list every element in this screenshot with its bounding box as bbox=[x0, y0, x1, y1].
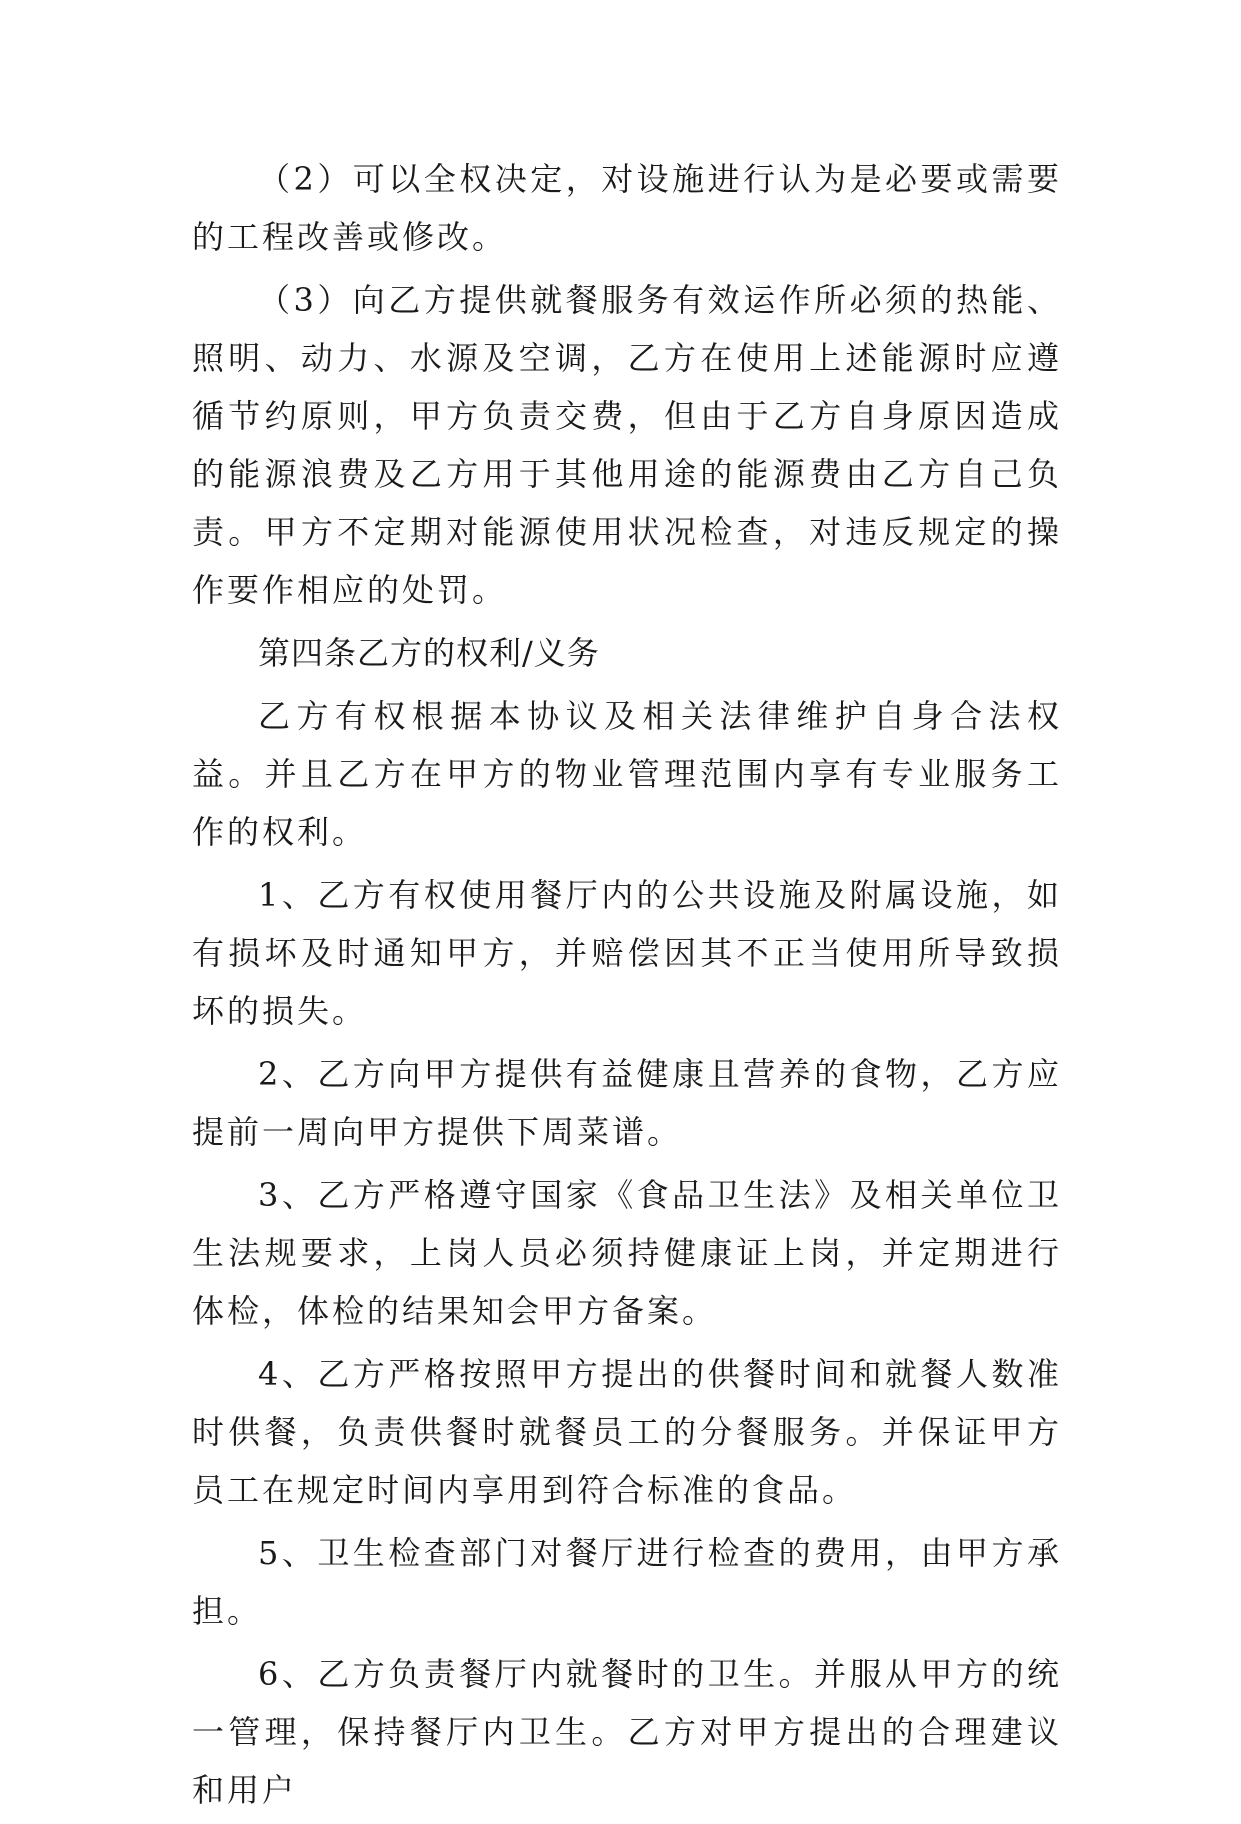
paragraph-clause-2: （2）可以全权决定，对设施进行认为是必要或需要的工程改善或修改。 bbox=[192, 160, 1062, 256]
paragraph-item-3: 3、乙方严格遵守国家《食品卫生法》及相关单位卫生法规要求，上岗人员必须持健康证上岗，并定期进行体检，体检的结果知会甲方备案。 bbox=[192, 1176, 1062, 1330]
paragraph-item-2: 2、乙方向甲方提供有益健康且营养的食物，乙方应提前一周向甲方提供下周菜谱。 bbox=[192, 1055, 1062, 1151]
paragraph-item-1: 1、乙方有权使用餐厅内的公共设施及附属设施，如有损坏及时通知甲方，并赔偿因其不正当使用所导致损坏的损失。 bbox=[192, 876, 1062, 1030]
paragraph-clause-3: （3）向乙方提供就餐服务有效运作所必须的热能、照明、动力、水源及空调，乙方在使用上述能源时应遵循节约原则，甲方负责交费，但由于乙方自身原因造成的能源浪费及乙方用于其他用途的能源费由乙方自己负责。甲方不定期对能源使用状况检查，对违反规定的操作要作相应的处罚。 bbox=[192, 281, 1062, 609]
paragraph-item-4: 4、乙方严格按照甲方提出的供餐时间和就餐人数准时供餐，负责供餐时就餐员工的分餐服务。并保证甲方员工在规定时间内享用到符合标准的食品。 bbox=[192, 1355, 1062, 1509]
paragraph-item-5: 5、卫生检查部门对餐厅进行检查的费用，由甲方承担。 bbox=[192, 1534, 1062, 1630]
paragraph-rights-intro: 乙方有权根据本协议及相关法律维护自身合法权益。并且乙方在甲方的物业管理范围内享有专业服务工作的权利。 bbox=[192, 697, 1062, 851]
document-body bbox=[192, 150, 1062, 1824]
article-heading: 第四条乙方的权利/义务 bbox=[258, 634, 600, 672]
paragraph-item-6: 6、乙方负责餐厅内就餐时的卫生。并服从甲方的统一管理，保持餐厅内卫生。乙方对甲方提出的合理建议和用户 bbox=[192, 1655, 1062, 1809]
